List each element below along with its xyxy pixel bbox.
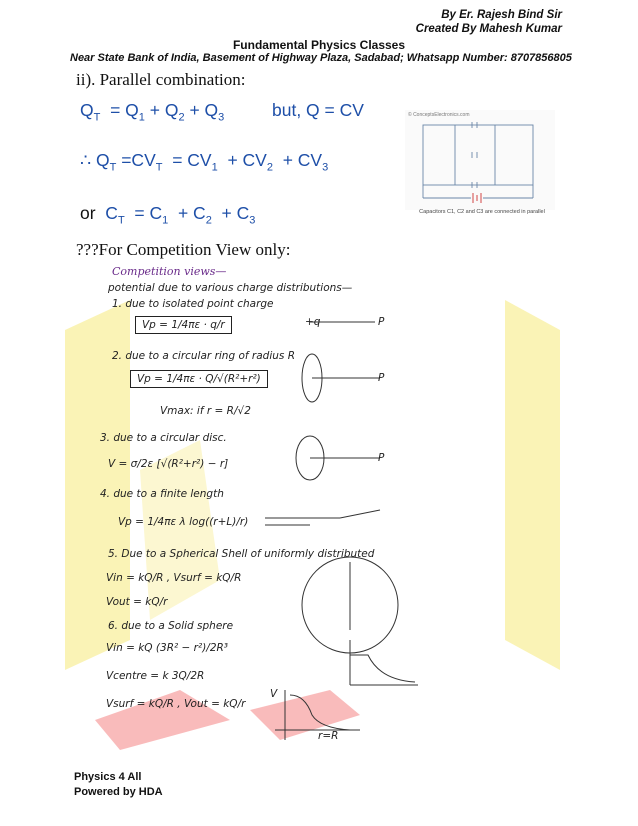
formula-2b: Vmax: if r = R/√2 bbox=[160, 405, 251, 417]
notes-intro: potential due to various charge distributions— bbox=[108, 282, 353, 294]
section-heading: ii). Parallel combination: bbox=[76, 70, 246, 89]
note-6: 6. due to a Solid sphere bbox=[108, 620, 234, 632]
parallel-circuit-diagram bbox=[405, 110, 555, 210]
note-1: 1. due to isolated point charge bbox=[112, 298, 274, 310]
competition-heading: ???For Competition View only: bbox=[76, 240, 291, 259]
formula-1: Vp = 1/4πε · q/r bbox=[135, 316, 232, 334]
formula-5b: Vout = kQ/r bbox=[106, 596, 168, 608]
formula-6b: Vcentre = k 3Q/2R bbox=[106, 670, 205, 682]
figure-caption: Capacitors C1, C2 and C3 are connected in parallel bbox=[419, 209, 545, 215]
label-charge: +q bbox=[305, 316, 321, 328]
formula-6a: Vin = kQ (3R² − r²)/2R³ bbox=[106, 642, 229, 654]
equation-2: ∴ $Q_T =CV_T = CV_1 + CV_2 + CV_3$ bbox=[80, 150, 329, 174]
equation-3: or $C_T = C_1 + C_2 + C_3$ bbox=[80, 203, 256, 227]
label-point-1: P bbox=[378, 316, 385, 328]
address-line: Near State Bank of India, Basement of Highway Plaza, Sadabad; Whatsapp Number: 8707856805 bbox=[70, 52, 572, 64]
label-point-3: P bbox=[378, 452, 385, 464]
page-title: Fundamental Physics Classes bbox=[232, 38, 406, 52]
note-4: 4. due to a finite length bbox=[100, 488, 224, 500]
label-v-axis: V bbox=[270, 688, 278, 700]
formula-5a: Vin = kQ/R , Vsurf = kQ/R bbox=[106, 572, 242, 584]
author-line: By Er. Rajesh Bind Sir bbox=[441, 9, 562, 21]
creator-line: Created By Mahesh Kumar bbox=[415, 23, 562, 35]
formula-3: V = σ/2ε [√(R²+r²) − r] bbox=[108, 458, 229, 470]
label-point-2: P bbox=[378, 372, 385, 384]
footer-line-1: Physics 4 All bbox=[74, 771, 142, 783]
formula-2: Vp = 1/4πε · Q/√(R²+r²) bbox=[130, 370, 268, 388]
capacitor-figure bbox=[405, 110, 555, 215]
notes-sketches bbox=[250, 300, 420, 750]
formula-4: Vp = 1/4πε λ log((r+L)/r) bbox=[118, 516, 249, 528]
equation-1-tail: but, Q = CV bbox=[272, 100, 364, 120]
footer-line-2: Powered by HDA bbox=[74, 786, 163, 798]
formula-6c: Vsurf = kQ/R , Vout = kQ/r bbox=[106, 698, 246, 710]
figure-watermark: © ConceptsElectronics.com bbox=[408, 112, 470, 118]
equation-1: $Q_T = Q_1 + Q_2 + Q_3$ bbox=[80, 100, 225, 124]
note-5: 5. Due to a Spherical Shell of uniformly distributed bbox=[108, 548, 375, 560]
label-r-eq-R: r=R bbox=[318, 730, 339, 742]
notes-title: Competition views— bbox=[112, 265, 227, 278]
note-2: 2. due to a circular ring of radius R bbox=[112, 350, 296, 362]
note-3: 3. due to a circular disc. bbox=[100, 432, 227, 444]
